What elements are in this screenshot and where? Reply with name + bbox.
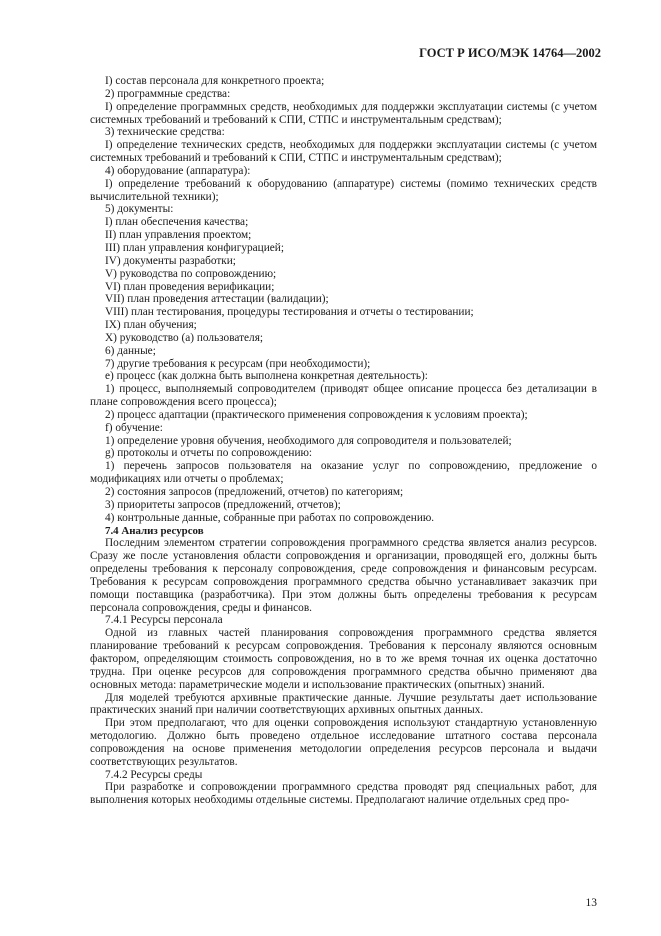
paragraph: I) определение программных средств, необходимых для поддержки эксплуатации системы (с учетом системных требований и требований к СПИ, СТПС и инструментальным средствам); <box>90 100 597 126</box>
paragraph: VII) план проведения аттестации (валидации); <box>105 293 329 306</box>
paragraph: e) процесс (как должна быть выполнена конкретная деятельность): <box>105 370 428 383</box>
paragraph: 7.4.1 Ресурсы персонала <box>105 614 223 627</box>
paragraph: IV) документы разработки; <box>105 254 236 267</box>
paragraph: 3) приоритеты запросов (предложений, отчетов); <box>105 498 341 511</box>
paragraph: При разработке и сопровождении программного средства проводят ряд специальных работ, для выполнения которых необходимы отдельные системы. Предполагают наличие отдельных сред про- <box>90 781 597 807</box>
paragraph: При этом предполагают, что для оценки сопровождения используют стандартную установленную методологию. Должно быть проведено отдельное исследование штатного состава персонала сопровождения на основе применения методологии определения ресурсов персонала и выдачи соответствующих результатов. <box>90 717 597 768</box>
paragraph: VI) план проведения верификации; <box>105 280 275 293</box>
paragraph: 4) контрольные данные, собранные при работах по сопровождению. <box>105 511 435 524</box>
paragraph: Для моделей требуются архивные практические данные. Лучшие результаты дает использование практических знаний при наличии соответствующих архивных опытных данных. <box>90 691 597 717</box>
paragraph: 4) оборудование (аппаратура): <box>105 164 251 177</box>
paragraph: I) определение технических средств, необходимых для поддержки эксплуатации системы (с учетом системных требований и требований к СПИ, СТПС и инструментальным средствам); <box>90 139 597 165</box>
paragraph: g) протоколы и отчеты по сопровождению: <box>105 447 313 460</box>
paragraph: f) обучение: <box>105 421 163 434</box>
paragraph: IX) план обучения; <box>105 319 197 332</box>
paragraph: 7) другие требования к ресурсам (при необходимости); <box>105 357 371 370</box>
paragraph: V) руководства по сопровождению; <box>105 267 277 280</box>
paragraph: VIII) план тестирования, процедуры тестирования и отчеты о тестировании; <box>105 306 474 319</box>
paragraph: 2) программные средства: <box>105 87 231 100</box>
paragraph: 7.4.2 Ресурсы среды <box>105 768 203 781</box>
document-header: ГОСТ Р ИСО/МЭК 14764—2002 <box>419 46 601 60</box>
section-heading: 7.4 Анализ ресурсов <box>105 524 204 537</box>
page-number: 13 <box>585 897 597 909</box>
paragraph: 1) определение уровня обучения, необходимого для сопроводителя и пользователей; <box>105 434 512 447</box>
paragraph: 2) состояния запросов (предложений, отчетов) по категориям; <box>105 486 404 498</box>
paragraph: I) определение требований к оборудованию (аппаратуре) системы (помимо технических средств вычислительной техники); <box>90 177 597 203</box>
paragraph: 6) данные; <box>105 344 156 357</box>
paragraph: 5) документы: <box>105 203 174 216</box>
paragraph: X) руководство (а) пользователя; <box>105 331 264 344</box>
paragraph: Последним элементом стратегии сопровождения программного средства является анализ ресурсов. Сразу же после установления области сопровождения и организации, проводящей его, должны быть определены требования к персоналу сопровождения, среде сопровождения и финансовым ресурсам. Требования к ресурсам сопровождения программного средства обычно устанавливает заказчик при помощи поставщика (разработчика). При этом должны быть определены требования к ресурсам персонала сопровождения, среды и финансов. <box>90 537 597 614</box>
paragraph: II) план управления проектом; <box>105 229 252 242</box>
paragraph: I) состав персонала для конкретного проекта; <box>105 75 325 87</box>
paragraph: 3) технические средства: <box>105 126 225 139</box>
paragraph: 1) перечень запросов пользователя на оказание услуг по сопровождению, предложение о модификациях или отчеты о проблемах; <box>90 460 597 486</box>
paragraph: 2) процесс адаптации (практического применения сопровождения к условиям проекта); <box>105 408 528 421</box>
paragraph: I) план обеспечения качества; <box>105 216 249 229</box>
paragraph: III) план управления конфигурацией; <box>105 241 284 254</box>
page-body <box>90 75 597 807</box>
paragraph: 1) процесс, выполняемый сопроводителем (приводят общее описание процесса без детализации в плане сопровождения всего процесса); <box>90 383 597 409</box>
paragraph: Одной из главных частей планирования сопровождения программного средства является планирование требований к ресурсам сопровождения. Требования к персоналу являются основным фактором, определяющим стоимость сопровождения, но в то же время точная их оценка достаточно трудна. При оценке ресурсов для сопровождения программного средства обычно применяют два основных метода: параметрические модели и использование практических (опытных) знаний. <box>90 627 597 691</box>
